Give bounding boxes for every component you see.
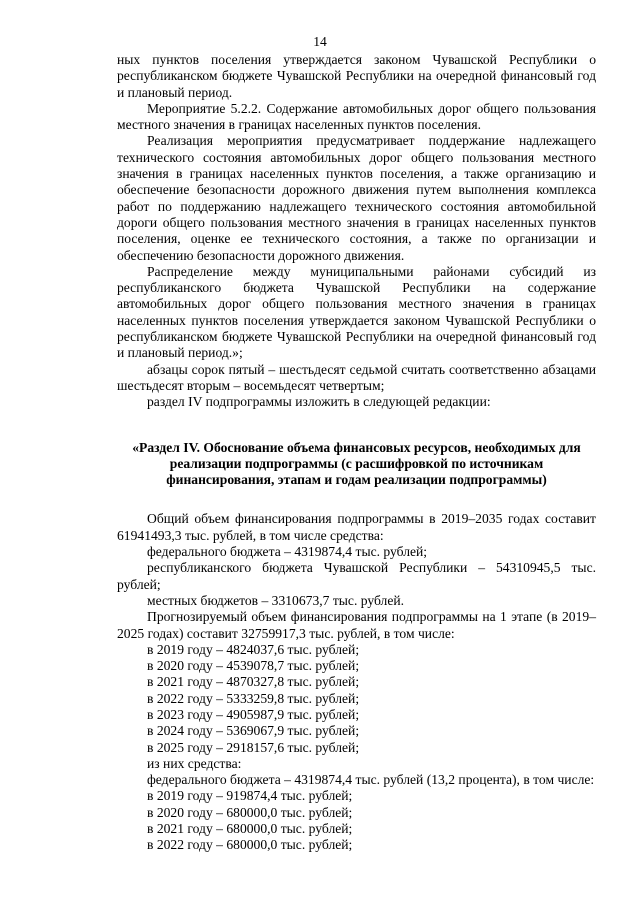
list-item-2019: в 2019 году – 4824037,6 тыс. рублей; [147,641,360,657]
list-item-federal-2020: в 2020 году – 680000,0 тыс. рублей; [147,804,353,820]
paragraph-measure-description: Реализация мероприятия предусматривает поддержание надлежащего технического состояния автомобильных дорог общего пользования местного значения в границах населенных пунктов поселения, а также организацию и обеспечение безопасности дорожного движения путем выполнения комплекса работ по поддержанию надлежащего технического состояния автомобильной дороги общего пользования местного значения в границах населенных пунктов поселения, оценке ее технического состояния, а также по организации и обеспечению безопасности дорожного движения. [117,133,596,263]
list-item-2023: в 2023 году – 4905987,9 тыс. рублей; [147,706,360,722]
list-item-2024: в 2024 году – 5369067,9 тыс. рублей; [147,723,360,739]
list-item-federal-2022: в 2022 году – 680000,0 тыс. рублей; [147,837,353,853]
list-item-2020: в 2020 году – 4539078,7 тыс. рублей; [147,658,360,674]
paragraph-federal-stage-1: федерального бюджета – 4319874,4 тыс. рублей (13,2 процента), в том числе: [147,772,595,788]
list-item-federal-2021: в 2021 году – 680000,0 тыс. рублей; [147,821,353,837]
paragraph-renumbering: абзацы сорок пятый – шестьдесят седьмой считать соответственно абзацами шестьдесят вторым – восемьдесят четвертым; [117,361,596,393]
section-heading: «Раздел IV. Обоснование объема финансовых ресурсов, необходимых для реализации подпрограммы (с расшифровкой по источникам финансирования, этапам и годам реализации подпрограммы) [132,439,581,488]
document-body [117,52,596,854]
page-number: 14 [313,34,327,49]
list-item-federal-2019: в 2019 году – 919874,4 тыс. рублей; [147,788,353,804]
paragraph-republic-budget: республиканского бюджета Чувашской Республики – 54310945,5 тыс. рублей; [117,560,596,592]
paragraph-stage-1-funding: Прогнозируемый объем финансирования подпрограммы на 1 этапе (в 2019–2025 годах) составит 32759917,3 тыс. рублей, в том числе: [117,609,596,641]
paragraph-continuation: ных пунктов поселения утверждается законом Чувашской Республики о республиканском бюджете Чувашской Республики на очередной финансовый год и плановый период. [117,52,596,100]
list-item-2022: в 2022 году – 5333259,8 тыс. рублей; [147,690,360,706]
list-item-2021: в 2021 году – 4870327,8 тыс. рублей; [147,674,360,690]
paragraph-measure-5-2-2: Мероприятие 5.2.2. Содержание автомобильных дорог общего пользования местного значения в границах населенных пунктов поселения. [117,100,596,133]
list-item-2025: в 2025 году – 2918157,6 тыс. рублей; [147,739,360,755]
paragraph-local-budget: местных бюджетов – 3310673,7 тыс. рублей. [147,592,405,608]
paragraph-section-intro: раздел IV подпрограммы изложить в следующей редакции: [147,394,491,410]
paragraph-of-which: из них средства: [147,755,242,771]
paragraph-federal-budget: федерального бюджета – 4319874,4 тыс. рублей; [147,544,428,560]
paragraph-total-funding: Общий объем финансирования подпрограммы в 2019–2035 годах составит 61941493,3 тыс. рублей, в том числе средства: [117,511,596,543]
paragraph-subsidy-distribution: Распределение между муниципальными районами субсидий из республиканского бюджета Чувашской Республики на содержание автомобильных дорог общего пользования местного значения в границах населенных пунктов поселения утверждается законом Чувашской Республики о республиканском бюджете Чувашской Республики на очередной финансовый год и плановый период.»; [117,263,596,361]
